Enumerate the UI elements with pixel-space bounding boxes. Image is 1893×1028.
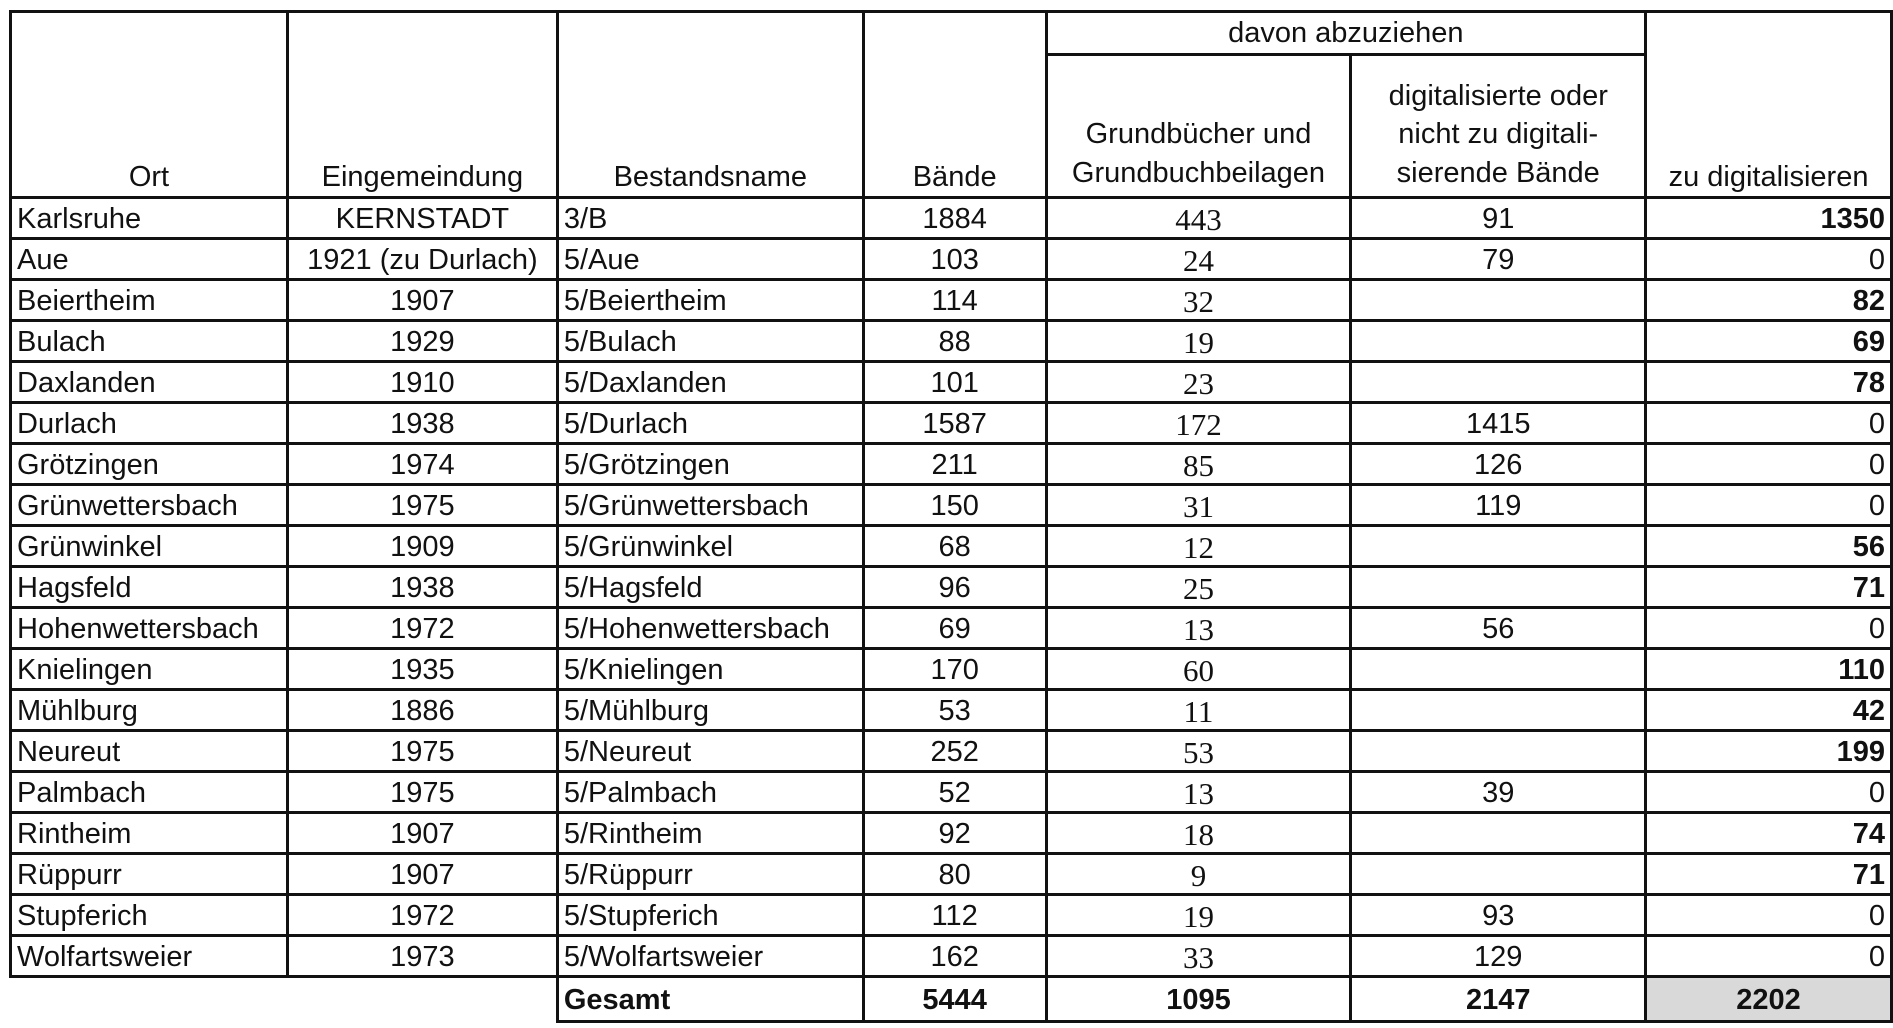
cell-zu-digitalisieren: 82 xyxy=(1646,280,1892,321)
cell-grundbuecher: 13 xyxy=(1046,608,1351,649)
cell-zu-digitalisieren: 0 xyxy=(1646,485,1892,526)
cell-grundbuecher: 33 xyxy=(1046,936,1351,977)
total-label: Gesamt xyxy=(557,977,863,1022)
cell-grundbuecher: 9 xyxy=(1046,854,1351,895)
cell-ort: Rüppurr xyxy=(11,854,288,895)
cell-baende: 68 xyxy=(863,526,1046,567)
total-blank xyxy=(11,977,558,1022)
cell-zu-digitalisieren: 0 xyxy=(1646,772,1892,813)
cell-bestandsname: 5/Rüppurr xyxy=(557,854,863,895)
cell-digitalisierte: 119 xyxy=(1351,485,1646,526)
cell-eingemeindung: 1909 xyxy=(287,526,557,567)
cell-baende: 170 xyxy=(863,649,1046,690)
cell-baende: 103 xyxy=(863,239,1046,280)
cell-zu-digitalisieren: 1350 xyxy=(1646,198,1892,239)
cell-bestandsname: 5/Hohenwettersbach xyxy=(557,608,863,649)
cell-eingemeindung: 1972 xyxy=(287,895,557,936)
table-row xyxy=(11,444,1892,485)
cell-bestandsname: 5/Stupferich xyxy=(557,895,863,936)
cell-zu-digitalisieren: 110 xyxy=(1646,649,1892,690)
cell-baende: 211 xyxy=(863,444,1046,485)
table-row xyxy=(11,772,1892,813)
cell-bestandsname: 5/Aue xyxy=(557,239,863,280)
cell-ort: Daxlanden xyxy=(11,362,288,403)
cell-digitalisierte: 91 xyxy=(1351,198,1646,239)
cell-ort: Grünwettersbach xyxy=(11,485,288,526)
cell-grundbuecher: 25 xyxy=(1046,567,1351,608)
table-row xyxy=(11,936,1892,977)
cell-ort: Neureut xyxy=(11,731,288,772)
cell-bestandsname: 5/Mühlburg xyxy=(557,690,863,731)
cell-bestandsname: 5/Durlach xyxy=(557,403,863,444)
cell-eingemeindung: 1938 xyxy=(287,567,557,608)
cell-digitalisierte xyxy=(1351,362,1646,403)
cell-zu-digitalisieren: 78 xyxy=(1646,362,1892,403)
cell-eingemeindung: 1886 xyxy=(287,690,557,731)
cell-ort: Rintheim xyxy=(11,813,288,854)
cell-eingemeindung: 1938 xyxy=(287,403,557,444)
cell-zu-digitalisieren: 0 xyxy=(1646,895,1892,936)
table-row xyxy=(11,321,1892,362)
cell-eingemeindung: 1975 xyxy=(287,485,557,526)
cell-eingemeindung: 1910 xyxy=(287,362,557,403)
table-row xyxy=(11,813,1892,854)
table-row xyxy=(11,649,1892,690)
cell-bestandsname: 5/Palmbach xyxy=(557,772,863,813)
col-header-digitalisierte: digitalisierte oder nicht zu digitalisierende Bände xyxy=(1351,55,1646,198)
cell-zu-digitalisieren: 199 xyxy=(1646,731,1892,772)
table-row xyxy=(11,854,1892,895)
cell-baende: 162 xyxy=(863,936,1046,977)
cell-bestandsname: 5/Neureut xyxy=(557,731,863,772)
cell-eingemeindung: KERNSTADT xyxy=(287,198,557,239)
cell-eingemeindung: 1907 xyxy=(287,854,557,895)
table-row xyxy=(11,608,1892,649)
table-row xyxy=(11,567,1892,608)
cell-bestandsname: 5/Grünwinkel xyxy=(557,526,863,567)
cell-bestandsname: 5/Knielingen xyxy=(557,649,863,690)
table-footer xyxy=(11,977,1892,1022)
cell-zu-digitalisieren: 71 xyxy=(1646,854,1892,895)
cell-bestandsname: 5/Hagsfeld xyxy=(557,567,863,608)
total-grundbuecher: 1095 xyxy=(1046,977,1351,1022)
table-row xyxy=(11,239,1892,280)
cell-eingemeindung: 1974 xyxy=(287,444,557,485)
table-header xyxy=(11,12,1892,198)
total-row xyxy=(11,977,1892,1022)
cell-ort: Aue xyxy=(11,239,288,280)
cell-grundbuecher: 53 xyxy=(1046,731,1351,772)
cell-baende: 252 xyxy=(863,731,1046,772)
cell-grundbuecher: 11 xyxy=(1046,690,1351,731)
cell-ort: Durlach xyxy=(11,403,288,444)
cell-ort: Knielingen xyxy=(11,649,288,690)
cell-digitalisierte xyxy=(1351,731,1646,772)
cell-bestandsname: 5/Rintheim xyxy=(557,813,863,854)
cell-eingemeindung: 1975 xyxy=(287,772,557,813)
cell-digitalisierte xyxy=(1351,690,1646,731)
cell-ort: Mühlburg xyxy=(11,690,288,731)
cell-baende: 52 xyxy=(863,772,1046,813)
cell-zu-digitalisieren: 69 xyxy=(1646,321,1892,362)
col-header-baende: Bände xyxy=(863,12,1046,198)
col-header-eingemeindung: Eingemeindung xyxy=(287,12,557,198)
cell-bestandsname: 5/Daxlanden xyxy=(557,362,863,403)
cell-ort: Wolfartsweier xyxy=(11,936,288,977)
cell-zu-digitalisieren: 0 xyxy=(1646,239,1892,280)
cell-grundbuecher: 18 xyxy=(1046,813,1351,854)
cell-bestandsname: 5/Grötzingen xyxy=(557,444,863,485)
cell-baende: 150 xyxy=(863,485,1046,526)
cell-bestandsname: 5/Wolfartsweier xyxy=(557,936,863,977)
cell-baende: 80 xyxy=(863,854,1046,895)
table-row xyxy=(11,362,1892,403)
cell-baende: 1587 xyxy=(863,403,1046,444)
cell-baende: 88 xyxy=(863,321,1046,362)
total-baende: 5444 xyxy=(863,977,1046,1022)
cell-grundbuecher: 60 xyxy=(1046,649,1351,690)
cell-grundbuecher: 172 xyxy=(1046,403,1351,444)
cell-baende: 92 xyxy=(863,813,1046,854)
cell-ort: Beiertheim xyxy=(11,280,288,321)
cell-digitalisierte: 56 xyxy=(1351,608,1646,649)
cell-grundbuecher: 85 xyxy=(1046,444,1351,485)
cell-digitalisierte xyxy=(1351,526,1646,567)
col-header-ort: Ort xyxy=(11,12,288,198)
cell-ort: Hohenwettersbach xyxy=(11,608,288,649)
group-header-davon-abzuziehen: davon abzuziehen xyxy=(1046,12,1646,55)
cell-baende: 101 xyxy=(863,362,1046,403)
table-row xyxy=(11,526,1892,567)
table-row xyxy=(11,485,1892,526)
table-row xyxy=(11,280,1892,321)
cell-ort: Hagsfeld xyxy=(11,567,288,608)
cell-zu-digitalisieren: 56 xyxy=(1646,526,1892,567)
cell-eingemeindung: 1973 xyxy=(287,936,557,977)
cell-zu-digitalisieren: 0 xyxy=(1646,444,1892,485)
col-header-grundbuecher: Grundbücher und Grundbuchbeilagen xyxy=(1046,55,1351,198)
total-zu-digitalisieren: 2202 xyxy=(1646,977,1892,1022)
cell-grundbuecher: 19 xyxy=(1046,321,1351,362)
table-row xyxy=(11,731,1892,772)
cell-ort: Stupferich xyxy=(11,895,288,936)
cell-baende: 114 xyxy=(863,280,1046,321)
cell-zu-digitalisieren: 0 xyxy=(1646,936,1892,977)
cell-digitalisierte xyxy=(1351,854,1646,895)
cell-ort: Grötzingen xyxy=(11,444,288,485)
cell-digitalisierte xyxy=(1351,567,1646,608)
cell-digitalisierte: 39 xyxy=(1351,772,1646,813)
cell-bestandsname: 5/Beiertheim xyxy=(557,280,863,321)
cell-eingemeindung: 1921 (zu Durlach) xyxy=(287,239,557,280)
cell-digitalisierte xyxy=(1351,321,1646,362)
cell-ort: Grünwinkel xyxy=(11,526,288,567)
cell-digitalisierte: 93 xyxy=(1351,895,1646,936)
cell-zu-digitalisieren: 74 xyxy=(1646,813,1892,854)
cell-grundbuecher: 31 xyxy=(1046,485,1351,526)
bestand-table xyxy=(9,10,1893,1023)
cell-grundbuecher: 19 xyxy=(1046,895,1351,936)
cell-grundbuecher: 24 xyxy=(1046,239,1351,280)
cell-digitalisierte: 1415 xyxy=(1351,403,1646,444)
cell-digitalisierte xyxy=(1351,280,1646,321)
cell-eingemeindung: 1935 xyxy=(287,649,557,690)
table-row xyxy=(11,403,1892,444)
cell-baende: 53 xyxy=(863,690,1046,731)
cell-ort: Bulach xyxy=(11,321,288,362)
cell-grundbuecher: 13 xyxy=(1046,772,1351,813)
cell-zu-digitalisieren: 0 xyxy=(1646,403,1892,444)
cell-eingemeindung: 1929 xyxy=(287,321,557,362)
cell-eingemeindung: 1907 xyxy=(287,280,557,321)
cell-zu-digitalisieren: 71 xyxy=(1646,567,1892,608)
cell-baende: 112 xyxy=(863,895,1046,936)
cell-bestandsname: 5/Bulach xyxy=(557,321,863,362)
cell-eingemeindung: 1907 xyxy=(287,813,557,854)
cell-digitalisierte xyxy=(1351,813,1646,854)
cell-digitalisierte: 79 xyxy=(1351,239,1646,280)
cell-grundbuecher: 23 xyxy=(1046,362,1351,403)
cell-ort: Palmbach xyxy=(11,772,288,813)
cell-zu-digitalisieren: 42 xyxy=(1646,690,1892,731)
cell-bestandsname: 3/B xyxy=(557,198,863,239)
cell-baende: 1884 xyxy=(863,198,1046,239)
cell-eingemeindung: 1975 xyxy=(287,731,557,772)
col-header-bestandsname: Bestandsname xyxy=(557,12,863,198)
cell-baende: 69 xyxy=(863,608,1046,649)
table-row xyxy=(11,198,1892,239)
cell-digitalisierte: 129 xyxy=(1351,936,1646,977)
table-row xyxy=(11,690,1892,731)
cell-grundbuecher: 32 xyxy=(1046,280,1351,321)
col-header-zu-digitalisieren: zu digitalisieren xyxy=(1646,12,1892,198)
cell-digitalisierte xyxy=(1351,649,1646,690)
cell-grundbuecher: 443 xyxy=(1046,198,1351,239)
cell-grundbuecher: 12 xyxy=(1046,526,1351,567)
table-row xyxy=(11,895,1892,936)
cell-zu-digitalisieren: 0 xyxy=(1646,608,1892,649)
cell-digitalisierte: 126 xyxy=(1351,444,1646,485)
cell-eingemeindung: 1972 xyxy=(287,608,557,649)
cell-baende: 96 xyxy=(863,567,1046,608)
total-digitalisierte: 2147 xyxy=(1351,977,1646,1022)
cell-ort: Karlsruhe xyxy=(11,198,288,239)
table-body xyxy=(11,198,1892,977)
cell-bestandsname: 5/Grünwettersbach xyxy=(557,485,863,526)
